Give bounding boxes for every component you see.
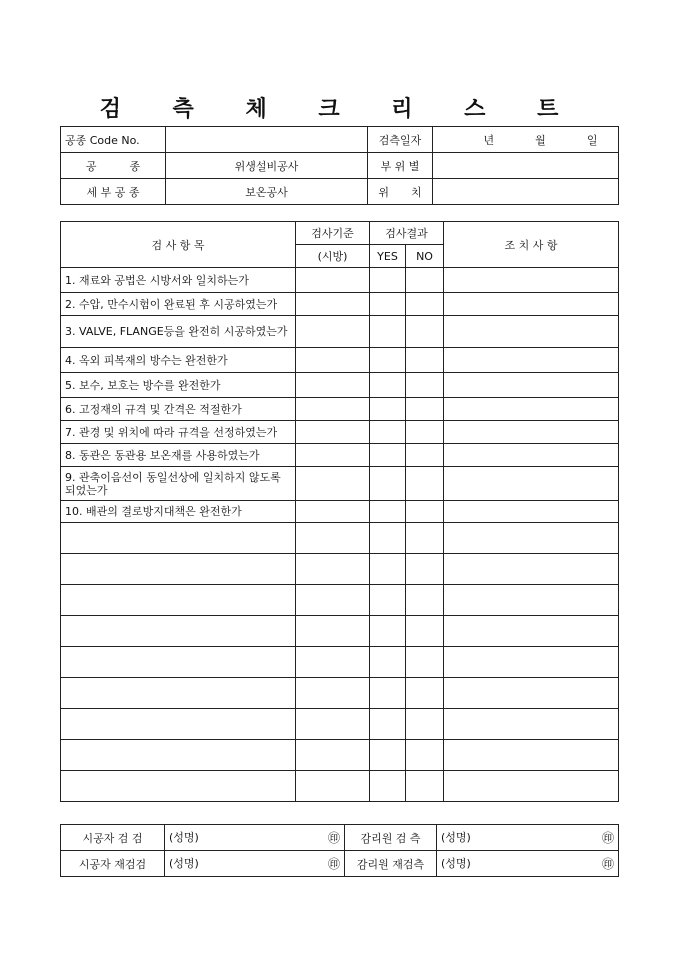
checklist-empty-row bbox=[61, 616, 619, 647]
work-type-label: 공 종 bbox=[61, 153, 166, 179]
no-cell[interactable] bbox=[406, 373, 444, 398]
standard-cell[interactable] bbox=[296, 444, 370, 467]
yes-cell[interactable] bbox=[370, 421, 406, 444]
no-cell[interactable] bbox=[406, 467, 444, 501]
item-cell: 7. 관경 및 위치에 따라 규격을 선정하였는가 bbox=[61, 421, 296, 444]
item-cell bbox=[61, 585, 296, 616]
item-cell: 10. 배관의 결로방지대책은 완전한가 bbox=[61, 501, 296, 523]
action-cell[interactable] bbox=[444, 771, 619, 802]
checklist-row bbox=[61, 268, 619, 293]
item-cell bbox=[61, 554, 296, 585]
standard-cell[interactable] bbox=[296, 293, 370, 316]
standard-cell[interactable] bbox=[296, 523, 370, 554]
yes-cell[interactable] bbox=[370, 293, 406, 316]
item-cell bbox=[61, 709, 296, 740]
header-info-table bbox=[60, 126, 619, 205]
checklist-empty-row bbox=[61, 523, 619, 554]
work-type-value[interactable]: 위생설비공사 bbox=[166, 153, 368, 179]
yes-cell[interactable] bbox=[370, 616, 406, 647]
location-value[interactable] bbox=[433, 179, 619, 205]
no-cell[interactable] bbox=[406, 647, 444, 678]
yes-cell[interactable] bbox=[370, 740, 406, 771]
name-label: (성명) bbox=[169, 831, 199, 844]
action-cell[interactable] bbox=[444, 647, 619, 678]
date-day: 일 bbox=[586, 133, 598, 147]
date-value[interactable] bbox=[433, 127, 619, 153]
date-year: 년 bbox=[483, 133, 495, 147]
checklist-row bbox=[61, 501, 619, 523]
no-cell[interactable] bbox=[406, 554, 444, 585]
standard-cell[interactable] bbox=[296, 616, 370, 647]
no-cell[interactable] bbox=[406, 523, 444, 554]
yes-cell[interactable] bbox=[370, 501, 406, 523]
checklist-empty-row bbox=[61, 740, 619, 771]
part-value[interactable] bbox=[433, 153, 619, 179]
checklist-empty-row bbox=[61, 709, 619, 740]
checklist-empty-row bbox=[61, 678, 619, 709]
detail-value[interactable]: 보온공사 bbox=[166, 179, 368, 205]
yes-cell[interactable] bbox=[370, 709, 406, 740]
yes-cell[interactable] bbox=[370, 268, 406, 293]
action-cell[interactable] bbox=[444, 709, 619, 740]
contractor-reinspect-sign[interactable] bbox=[165, 851, 345, 877]
standard-cell[interactable] bbox=[296, 709, 370, 740]
standard-cell[interactable] bbox=[296, 348, 370, 373]
item-cell: 9. 관축이음선이 동일선상에 일치하지 않도록 되었는가 bbox=[61, 467, 296, 501]
contractor-inspect-label: 시공자 검 검 bbox=[61, 825, 165, 851]
part-label: 부 위 별 bbox=[368, 153, 433, 179]
checklist-table bbox=[60, 221, 619, 802]
no-cell[interactable] bbox=[406, 678, 444, 709]
checklist-row bbox=[61, 316, 619, 348]
no-cell[interactable] bbox=[406, 293, 444, 316]
yes-cell[interactable] bbox=[370, 678, 406, 709]
yes-cell[interactable] bbox=[370, 554, 406, 585]
checklist-row bbox=[61, 348, 619, 373]
no-cell[interactable] bbox=[406, 398, 444, 421]
action-cell[interactable] bbox=[444, 316, 619, 348]
col-standard-sub: (시방) bbox=[296, 245, 370, 268]
item-cell bbox=[61, 647, 296, 678]
checklist-row bbox=[61, 444, 619, 467]
supervisor-inspect-sign[interactable] bbox=[437, 825, 619, 851]
date-label: 검측일자 bbox=[368, 127, 433, 153]
contractor-reinspect-label: 시공자 재검검 bbox=[61, 851, 165, 877]
checklist-row bbox=[61, 373, 619, 398]
standard-cell[interactable] bbox=[296, 585, 370, 616]
supervisor-reinspect-label: 감리원 재검측 bbox=[345, 851, 437, 877]
yes-cell[interactable] bbox=[370, 316, 406, 348]
no-cell[interactable] bbox=[406, 444, 444, 467]
date-month: 월 bbox=[535, 133, 546, 147]
checklist-row bbox=[61, 467, 619, 501]
item-cell: 6. 고정재의 규격 및 간격은 적절한가 bbox=[61, 398, 296, 421]
no-cell[interactable] bbox=[406, 616, 444, 647]
item-cell: 2. 수압, 만수시험이 완료된 후 시공하였는가 bbox=[61, 293, 296, 316]
seal-icon: ㊞ bbox=[327, 831, 340, 845]
yes-cell[interactable] bbox=[370, 444, 406, 467]
standard-cell[interactable] bbox=[296, 421, 370, 444]
name-label: (성명) bbox=[441, 831, 471, 844]
item-cell bbox=[61, 523, 296, 554]
action-cell[interactable] bbox=[444, 398, 619, 421]
checklist-empty-row bbox=[61, 554, 619, 585]
item-cell: 8. 동관은 동관용 보온재를 사용하였는가 bbox=[61, 444, 296, 467]
checklist-empty-row bbox=[61, 585, 619, 616]
standard-cell[interactable] bbox=[296, 501, 370, 523]
yes-cell[interactable] bbox=[370, 771, 406, 802]
code-label: 공종 Code No. bbox=[61, 127, 166, 153]
action-cell[interactable] bbox=[444, 373, 619, 398]
supervisor-inspect-label: 감리원 검 측 bbox=[345, 825, 437, 851]
action-cell[interactable] bbox=[444, 554, 619, 585]
seal-icon: ㊞ bbox=[601, 857, 614, 871]
action-cell[interactable] bbox=[444, 523, 619, 554]
no-cell[interactable] bbox=[406, 709, 444, 740]
yes-cell[interactable] bbox=[370, 523, 406, 554]
col-result-header: 검사결과 bbox=[370, 222, 444, 245]
yes-cell[interactable] bbox=[370, 348, 406, 373]
item-cell: 3. VALVE, FLANGE등을 완전히 시공하였는가 bbox=[61, 316, 296, 348]
action-cell[interactable] bbox=[444, 501, 619, 523]
item-cell: 5. 보수, 보호는 방수를 완전한가 bbox=[61, 373, 296, 398]
no-cell[interactable] bbox=[406, 316, 444, 348]
yes-cell[interactable] bbox=[370, 467, 406, 501]
col-standard-header: 검사기준 bbox=[296, 222, 370, 245]
contractor-inspect-sign[interactable] bbox=[165, 825, 345, 851]
yes-cell[interactable] bbox=[370, 647, 406, 678]
yes-cell[interactable] bbox=[370, 373, 406, 398]
item-cell: 4. 옥외 피복재의 방수는 완전한가 bbox=[61, 348, 296, 373]
name-label: (성명) bbox=[441, 857, 471, 870]
col-action-header: 조 치 사 항 bbox=[444, 222, 619, 268]
checklist-row bbox=[61, 293, 619, 316]
action-cell[interactable] bbox=[444, 268, 619, 293]
col-item-header: 검 사 항 목 bbox=[61, 222, 296, 268]
checklist-row bbox=[61, 421, 619, 444]
item-cell bbox=[61, 740, 296, 771]
yes-cell[interactable] bbox=[370, 585, 406, 616]
item-cell bbox=[61, 616, 296, 647]
code-value[interactable] bbox=[166, 127, 368, 153]
action-cell[interactable] bbox=[444, 444, 619, 467]
action-cell[interactable] bbox=[444, 293, 619, 316]
yes-cell[interactable] bbox=[370, 398, 406, 421]
action-cell[interactable] bbox=[444, 616, 619, 647]
checklist-empty-row bbox=[61, 647, 619, 678]
standard-cell[interactable] bbox=[296, 771, 370, 802]
detail-label: 세 부 공 종 bbox=[61, 179, 166, 205]
page-title: 검 측 체 크 리 스 트 bbox=[99, 96, 581, 122]
seal-icon: ㊞ bbox=[601, 831, 614, 845]
item-cell bbox=[61, 771, 296, 802]
standard-cell[interactable] bbox=[296, 398, 370, 421]
col-no-header: NO bbox=[406, 245, 444, 268]
action-cell[interactable] bbox=[444, 467, 619, 501]
standard-cell[interactable] bbox=[296, 678, 370, 709]
no-cell[interactable] bbox=[406, 421, 444, 444]
supervisor-reinspect-sign[interactable] bbox=[437, 851, 619, 877]
seal-icon: ㊞ bbox=[327, 857, 340, 871]
col-yes-header: YES bbox=[370, 245, 406, 268]
name-label: (성명) bbox=[169, 857, 199, 870]
signature-table bbox=[60, 824, 619, 877]
standard-cell[interactable] bbox=[296, 554, 370, 585]
no-cell[interactable] bbox=[406, 348, 444, 373]
action-cell[interactable] bbox=[444, 348, 619, 373]
standard-cell[interactable] bbox=[296, 740, 370, 771]
no-cell[interactable] bbox=[406, 740, 444, 771]
standard-cell[interactable] bbox=[296, 268, 370, 293]
checklist-row bbox=[61, 398, 619, 421]
item-cell: 1. 재료와 공법은 시방서와 일치하는가 bbox=[61, 268, 296, 293]
no-cell[interactable] bbox=[406, 771, 444, 802]
no-cell[interactable] bbox=[406, 268, 444, 293]
no-cell[interactable] bbox=[406, 501, 444, 523]
standard-cell[interactable] bbox=[296, 373, 370, 398]
standard-cell[interactable] bbox=[296, 647, 370, 678]
standard-cell[interactable] bbox=[296, 467, 370, 501]
location-label: 위 치 bbox=[368, 179, 433, 205]
no-cell[interactable] bbox=[406, 585, 444, 616]
checklist-empty-row bbox=[61, 771, 619, 802]
item-cell bbox=[61, 678, 296, 709]
action-cell[interactable] bbox=[444, 678, 619, 709]
action-cell[interactable] bbox=[444, 421, 619, 444]
standard-cell[interactable] bbox=[296, 316, 370, 348]
action-cell[interactable] bbox=[444, 585, 619, 616]
action-cell[interactable] bbox=[444, 740, 619, 771]
